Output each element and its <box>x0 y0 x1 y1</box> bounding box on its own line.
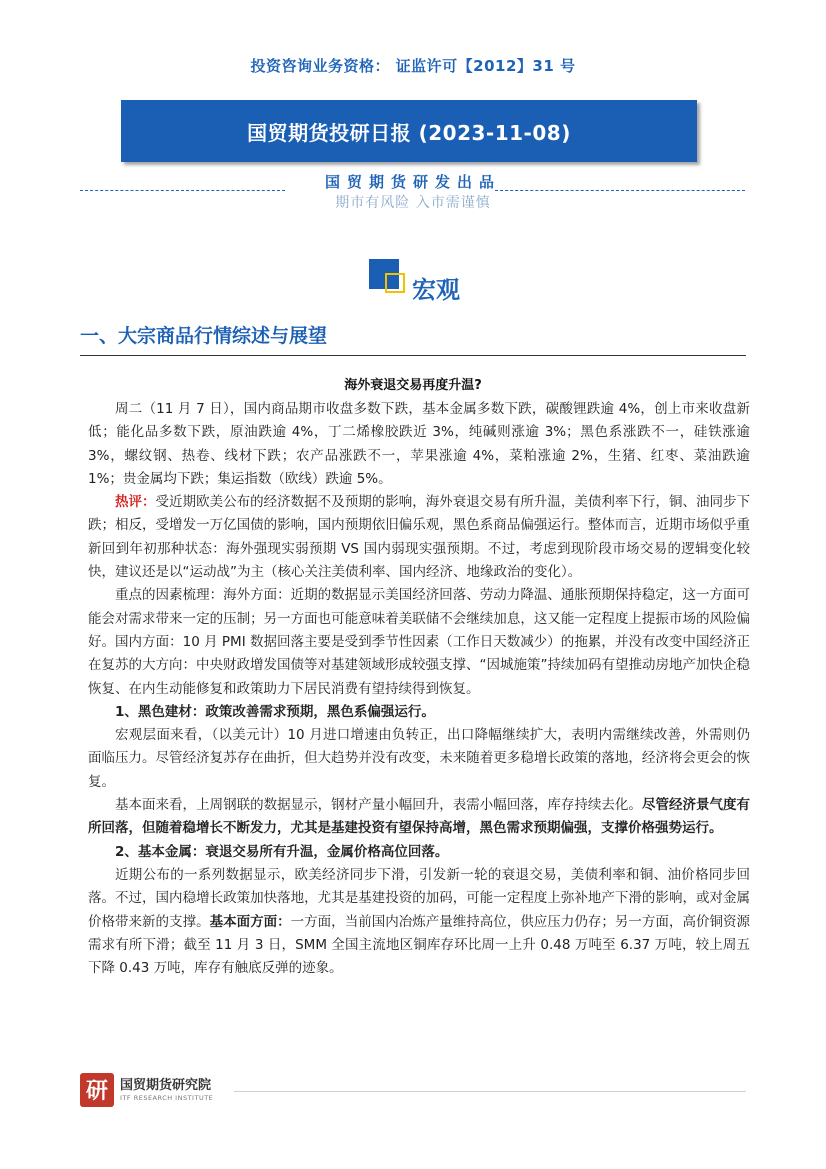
base-metals-heading: 2、基本金属：衰退交易所有升温，金属价格高位回落。 <box>115 843 449 860</box>
institute-name-en: ITF RESEARCH INSTITUTE <box>120 1094 214 1102</box>
publisher-line: 国贸期货研发出品 <box>324 173 501 191</box>
macro-paragraph: 宏观层面来看，（以美元计）10 月进口增速由负转正，出口降幅继续扩大，表明内需继续改善，外需则仍面临压力。尽管经济复苏存在曲折，但大趋势并没有改变，未来随着更多稳增长政策的落地，经济将会更会的恢复。 <box>88 727 750 790</box>
market-summary-paragraph: 周二（11 月 7 日），国内商品期市收盘多数下跌，基本金属多数下跌，碳酸锂跌逾 4%，创上市来收盘新低；能化品多数下跌，原油跌逾 4%，丁二烯橡胶跌近 3%，纯碱则涨逾 3%；黑色系涨跌不一，硅铁涨逾 3%，螺纹钢、热卷、线材下跌；农产品涨跌不一，苹果涨逾 4%，菜粕涨逾 2%，生猪、红枣、菜油跌逾 1%；贵金属均下跌；集运指数（欧线）跌逾 5%。 <box>88 401 750 487</box>
institute-logo-icon <box>80 1073 114 1107</box>
heading-rule <box>80 355 746 356</box>
base-metals-label: 基本面方面： <box>209 913 291 930</box>
section-label: 宏观 <box>412 276 460 304</box>
black-materials-heading: 1、黑色建材：政策改善需求预期，黑色系偏强运行。 <box>115 703 435 720</box>
section-square-icon <box>369 259 409 299</box>
base-metals-text: 近期公布的一系列数据显示，欧美经济同步下滑，引发新一轮的衰退交易，美债利率和铜、油价格同步回落。不过，国内稳增长政策加快落地，尤其是基建投资的加码，可能一定程度上弥补地产下滑的影响，或对金属价格带来新的支撑。 <box>88 866 750 930</box>
base-metals-detail: 一方面，当前国内冶炼产量维持高位，供应压力仍存；另一方面，高价铜资源需求有所下滑；截至 11 月 3 日，SMM 全国主流地区铜库存环比周一上升 0.48 万吨至 6.37 万吨，较上周五下降 0.43 万吨，库存有触底反弹的迹象。 <box>88 913 750 977</box>
factors-paragraph: 重点的因素梳理：海外方面：近期的数据显示美国经济回落、劳动力降温、通胀预期保持稳定，这一方面可能会对需求带来一定的压制；另一方面也可能意味着美联储不会继续加息，这又能一定程度上提振市场的风险偏好。国内方面：10 月 PMI 数据回落主要是受到季节性因素（工作日天数减少）的拖累，并没有改变中国经济正在复苏的大方向：中央财政增发国债等对基建领域形成较强支撑、“因城施策”持续加码有望推动房地产加快企稳恢复、在内生动能修复和政策助力下居民消费有望持续得到恢复。 <box>88 587 750 697</box>
section-heading: 一、大宗商品行情综述与展望 <box>80 325 328 347</box>
article-body <box>88 398 750 980</box>
commentary-text: 受近期欧美公布的经济数据不及预期的影响，海外衰退交易有所升温，美债利率下行，铜、油同步下跌；相反，受增发一万亿国债的影响，国内预期依旧偏乐观，黑色系商品偏强运行。整体而言，近期市场似乎重新回到年初那种状态：海外强现实弱预期 VS 国内弱现实强预期。不过，考虑到现阶段市场交易的逻辑变化较快，建议还是以“运动战”为主（核心关注美债利率、国内经济、地缘政治的变化）。 <box>88 494 751 581</box>
report-banner <box>121 100 697 162</box>
fundamentals-text: 基本面来看，上周钢联的数据显示，钢材产量小幅回升，表需小幅回落，库存持续去化。 <box>115 797 642 814</box>
fundamentals-paragraph <box>88 794 750 841</box>
commentary-label: 热评： <box>115 494 156 511</box>
logo-glyph: 研 <box>85 1079 109 1104</box>
qualification-line: 投资咨询业务资格： 证监许可【2012】31 号 <box>250 57 576 75</box>
article-title: 海外衰退交易再度升温? <box>344 378 482 393</box>
footer-divider <box>234 1091 746 1092</box>
risk-warning: 期市有风险 入市需谨慎 <box>335 195 491 211</box>
commentary-paragraph <box>88 491 750 584</box>
institute-name: 国贸期货研究院 <box>120 1078 212 1093</box>
report-title: 国贸期货投研日报 (2023-11-08) <box>247 120 571 145</box>
base-metals-paragraph <box>88 864 750 980</box>
fundamentals-bold-text: 尽管经济景气度有所回落，但随着稳增长不断发力，尤其是基建投资有望保持高增，黑色需求预期偏强，支撑价格强势运行。 <box>88 797 751 837</box>
